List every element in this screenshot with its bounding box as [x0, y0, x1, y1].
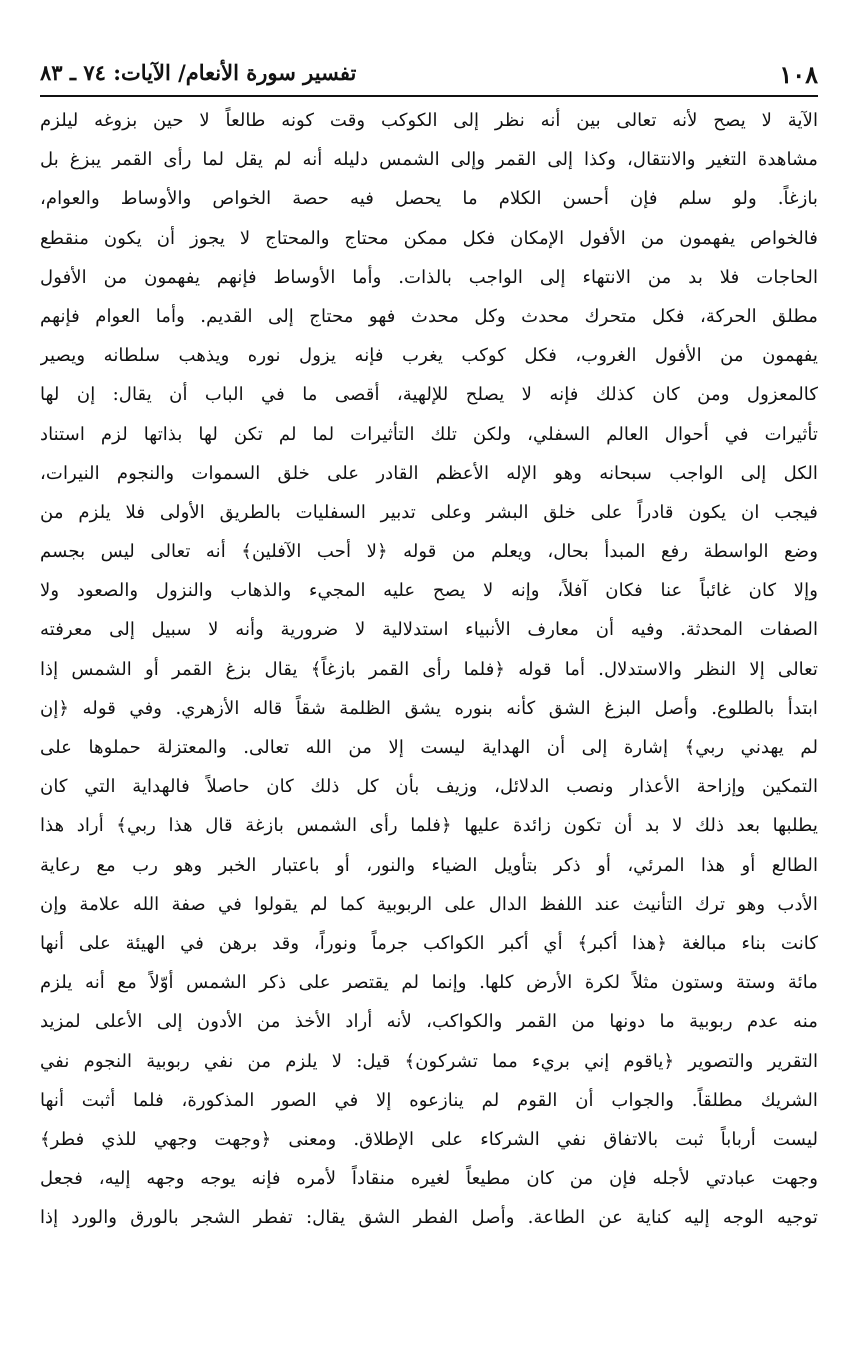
text-line: يفهمون من الأفول الغروب، فكل كوكب يغرب فإنه يزول نوره ويذهب سلطانه ويصير — [40, 345, 818, 367]
text-line: توجيه الوجه إليه كناية عن الطاعة. وأصل الفطر الشق يقال: تفطر الشجر بالورق والورد إذا — [40, 1207, 818, 1229]
text-line: مشاهدة التغير والانتقال، وكذا إلى القمر وإلى الشمس دليله أنه لم يقل لما رأى القمر يبزغ بل — [40, 149, 818, 171]
page-number: ١٠٨ — [779, 60, 818, 89]
text-line: التمكين وإزاحة الأعذار ونصب الدلائل، وزيف بأن كل ذلك كان حاصلاً فالهداية التي كان — [40, 776, 818, 798]
text-line: الصفات المحدثة. وفيه أن معارف الأنبياء استدلالية لا ضرورية وأنه لا سبيل إلى معرفته — [40, 619, 818, 641]
text-line: تأثيرات في أحوال العالم السفلي، ولكن تلك التأثيرات لما لم تكن لها بذاتها لزم استناد — [40, 423, 818, 445]
text-line: فيجب ان يكون قادراً على خلق البشر وعلى تدبير السفليات بالطريق الأولى فلا يلزم من — [40, 501, 818, 523]
text-line: الحاجات فلا بد من الانتهاء إلى الواجب بالذات. وأما الأوساط فإنهم يفهمون من الأفول — [40, 266, 818, 288]
text-line: فالخواص يفهمون من الأفول الإمكان فكل ممكن محتاج والمحتاج لا يجوز أن يكون منقطع — [40, 227, 818, 249]
text-line: وجهت عبادتي لأجله فإن من كان مطيعاً لغيره منقاداً لأمره فإنه يوجه وجهه إليه، فجعل — [40, 1168, 818, 1190]
page-header — [40, 58, 818, 94]
text-line: وضع الواسطة رفع المبدأ بحال، ويعلم من قوله ﴿لا أحب الآفلين﴾ أنه تعالى ليس بجسم — [40, 541, 818, 563]
text-line: منه عدم ربوبية ما دونها من القمر والكواكب، لأنه أراد الأخذ من الأدون إلى الأعلى لمزيد — [40, 1011, 818, 1033]
text-line: الكل إلى الواجب سبحانه وهو الإله الأعظم القادر على خلق السموات والنجوم النيرات، — [40, 462, 818, 484]
text-line: لم يهدني ربي﴾ إشارة إلى أن الهداية ليست إلا من الله تعالى. والمعتزلة حملوها على — [40, 737, 818, 758]
text-line: وإلا كان غائباً عنا فكان آفلاً، وإنه لا يصح عليه المجيء والذهاب والنزول والصعود ولا — [40, 580, 818, 602]
text-line: كانت بناء مبالغة ﴿هذا أكبر﴾ أي أكبر الكواكب جرماً ونوراً، وقد برهن في الهيئة على أنها — [40, 932, 818, 954]
text-line: بازغاً. ولو سلم فإن أحسن الكلام ما يحصل فيه حصة الخواص والأوساط والعوام، — [40, 188, 818, 210]
text-line: يطلبها بعد ذلك لا بد أن تكون زائدة عليها ﴿فلما رأى الشمس بازغة قال هذا ربي﴾ أراد هذا — [40, 815, 818, 837]
text-line: ابتدأ بالطلوع. وأصل البزغ الشق كأنه بنوره يشق الظلمة شقاً قاله الأزهري. وفي قوله ﴿إن — [40, 697, 818, 719]
body-text — [40, 101, 818, 1237]
running-title: تفسير سورة الأنعام/ الآيات: ٧٤ ـ ٨٣ — [40, 60, 357, 85]
text-line: التقرير والتصوير ﴿ياقوم إني بريء مما تشركون﴾ قيل: لا يلزم من نفي ربوبية النجوم نفي — [40, 1050, 818, 1072]
text-line: الشريك مطلقاً. والجواب أن القوم لم ينازعوه إلا في الصور المذكورة، فلما أثبت أنها — [40, 1089, 818, 1111]
text-line: مائة وستة وستون مثلاً لكرة الأرض كلها. وإنما لم يقتصر على ذكر الشمس أوّلاً مع أنه يلزم — [40, 972, 818, 994]
header-divider — [40, 95, 818, 97]
text-line: مطلق الحركة، فكل متحرك محدث وكل محدث فهو محتاج إلى القديم. وأما العوام فإنهم — [40, 305, 818, 327]
text-line: الأدب وهو ترك التأنيث عند اللفظ الدال على الربوبية كما لم يقولوا في صفة الله علامة وإن — [40, 893, 818, 915]
text-line: الآية لا يصح لأنه تعالى بين أنه نظر إلى الكوكب وقت كونه طالعاً لا حين بزوغه ليلزم — [40, 110, 818, 131]
text-line: كالمعزول ومن كان كذلك فإنه لا يصلح للإلهية، أقصى ما في الباب أن يقال: إن لها — [40, 384, 818, 406]
text-line: تعالى إلا النظر والاستدلال. أما قوله ﴿فلما رأى القمر بازغاً﴾ يقال بزغ القمر أو الشمس إذا — [40, 658, 818, 680]
text-line: ليست أرباباً ثبت بالاتفاق نفي الشركاء على الإطلاق. ومعنى ﴿وجهت وجهي للذي فطر﴾ — [40, 1128, 818, 1150]
text-line: الطالع أو هذا المرئي، أو ذكر بتأويل الضياء والنور، أو باعتبار الخبر وهو رب مع رعاية — [40, 854, 818, 876]
